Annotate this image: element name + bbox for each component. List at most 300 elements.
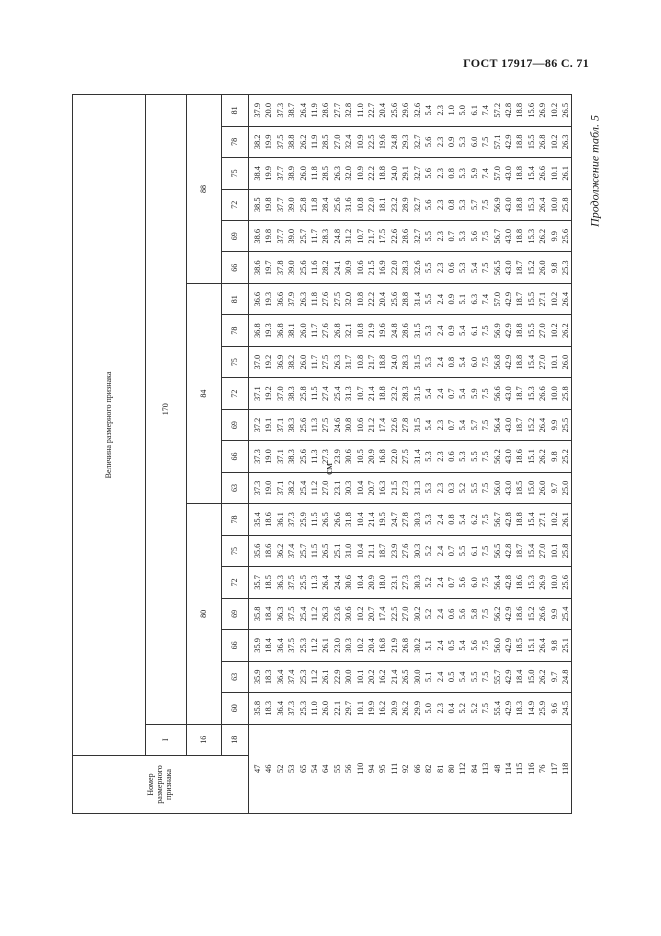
table-cell: 2.3 — [435, 409, 446, 440]
table-cell: 5.3 — [457, 252, 468, 283]
table-cell: 10.2 — [355, 630, 366, 661]
table-cell: 56.9 — [492, 315, 503, 346]
table-cell: 43.0 — [503, 441, 514, 472]
table-cell: 42.9 — [503, 315, 514, 346]
table-cell: 31.0 — [343, 535, 354, 566]
table-cell: 5.6 — [423, 189, 434, 220]
table-cell: 22.0 — [389, 252, 400, 283]
table-cell: 26.5 — [400, 661, 411, 692]
table-cell: 28.8 — [400, 283, 411, 314]
table-cell: 31.6 — [343, 189, 354, 220]
table-cell: 10.2 — [549, 95, 560, 127]
table-cell: 21.4 — [366, 504, 377, 535]
table-cell: 15.0 — [526, 661, 537, 692]
table-cell: 36.2 — [275, 535, 286, 566]
table-cell: 22.6 — [389, 221, 400, 252]
table-cell: 30.3 — [412, 535, 423, 566]
table-cell: 5.2 — [423, 598, 434, 629]
table-cell: 5.3 — [423, 504, 434, 535]
table-cell: 6.0 — [469, 346, 480, 377]
table-cell: 26.3 — [298, 283, 309, 314]
table-cell: 11.5 — [309, 535, 320, 566]
table-cell: 27.0 — [332, 126, 343, 157]
table-cell: 5.2 — [469, 693, 480, 724]
row-number: 53 — [286, 724, 297, 813]
table-cell: 26.4 — [298, 95, 309, 127]
table-cell: 5.1 — [423, 630, 434, 661]
table-cell: 32.6 — [412, 252, 423, 283]
table-cell: 6.0 — [469, 126, 480, 157]
table-cell: 18.0 — [377, 567, 388, 598]
table-cell: 5.4 — [457, 346, 468, 377]
table-cell: 18.1 — [377, 189, 388, 220]
table-cell: 5.9 — [469, 378, 480, 409]
table-cell: 7.5 — [480, 567, 491, 598]
table-cell: 7.5 — [480, 693, 491, 724]
table-cell: 32.7 — [412, 221, 423, 252]
row-number: 80 — [446, 724, 457, 813]
table-cell: 25.6 — [332, 189, 343, 220]
header-col: 72 — [222, 567, 249, 598]
table-cell: 21.7 — [366, 346, 377, 377]
table-cell: 19.8 — [263, 189, 274, 220]
table-cell: 38.1 — [286, 315, 297, 346]
row-number: 113 — [480, 724, 491, 813]
table-row — [355, 95, 366, 814]
table-cell: 26.2 — [400, 693, 411, 724]
table-cell: 7.4 — [480, 283, 491, 314]
table-cell: 21.9 — [366, 315, 377, 346]
table-cell: 43.0 — [503, 221, 514, 252]
table-cell: 15.4 — [526, 535, 537, 566]
table-cell: 56.5 — [492, 535, 503, 566]
table-cell: 19.7 — [263, 252, 274, 283]
table-cell: 29.7 — [343, 693, 354, 724]
row-number: 110 — [355, 724, 366, 813]
table-cell: 18.6 — [514, 598, 525, 629]
table-cell: 25.2 — [560, 441, 572, 472]
table-cell: 5.7 — [469, 189, 480, 220]
table-cell: 26.4 — [320, 567, 331, 598]
table-cell: 22.2 — [366, 158, 377, 189]
table-cell: 30.8 — [343, 409, 354, 440]
table-cell: 30.3 — [343, 472, 354, 503]
table-cell: 36.9 — [275, 346, 286, 377]
table-cell: 0.8 — [446, 158, 457, 189]
table-cell: 10.8 — [355, 283, 366, 314]
header-feature-number: Номер размерного признака — [73, 756, 249, 814]
table-cell: 38.5 — [249, 189, 264, 220]
row-number: 64 — [320, 724, 331, 813]
table-cell: 38.9 — [286, 158, 297, 189]
table-cell: 37.0 — [249, 346, 264, 377]
table-cell: 27.0 — [537, 346, 548, 377]
table-cell: 43.0 — [503, 252, 514, 283]
table-row — [549, 95, 560, 814]
table-cell: 25.1 — [332, 535, 343, 566]
table-cell: 18.8 — [514, 95, 525, 127]
table-cell: 21.1 — [366, 535, 377, 566]
table-cell: 20.4 — [366, 630, 377, 661]
table-cell: 17.5 — [377, 221, 388, 252]
table-row — [423, 95, 434, 814]
table-cell: 0.5 — [446, 630, 457, 661]
table-cell: 9.6 — [549, 693, 560, 724]
table-cell: 25.7 — [298, 221, 309, 252]
table-cell: 20.4 — [377, 95, 388, 127]
table-cell: 30.3 — [343, 630, 354, 661]
table-cell: 26.6 — [537, 158, 548, 189]
table-row — [343, 95, 354, 814]
table-cell: 25.8 — [298, 378, 309, 409]
table-cell: 24.8 — [389, 315, 400, 346]
table-cell: 5.2 — [423, 535, 434, 566]
table-cell: 11.3 — [309, 567, 320, 598]
table-cell: 19.9 — [263, 126, 274, 157]
table-row — [412, 95, 423, 814]
continuation-label: Продолжение табл. 5 — [587, 115, 602, 227]
table-cell: 5.2 — [457, 472, 468, 503]
header-col: 66 — [222, 441, 249, 472]
table-cell: 39.0 — [286, 252, 297, 283]
table-cell: 26.5 — [560, 95, 572, 127]
table-cell: 7.5 — [480, 189, 491, 220]
table-cell: 30.6 — [343, 441, 354, 472]
header-col: 81 — [222, 95, 249, 127]
table-cell: 6.3 — [469, 283, 480, 314]
table-cell: 19.8 — [263, 221, 274, 252]
table-cell: 19.0 — [263, 472, 274, 503]
table-row — [526, 95, 537, 814]
table-cell: 5.5 — [469, 661, 480, 692]
header-group-sub: 16 — [187, 724, 222, 755]
table-cell: 42.8 — [503, 535, 514, 566]
table-cell: 25.6 — [389, 95, 400, 127]
table-row — [514, 95, 525, 814]
table-row — [249, 95, 264, 814]
table-cell: 5.3 — [423, 472, 434, 503]
table-cell: 25.3 — [298, 661, 309, 692]
table-cell: 27.8 — [400, 504, 411, 535]
table-cell: 21.2 — [366, 409, 377, 440]
table-cell: 18.7 — [514, 535, 525, 566]
table-cell: 39.0 — [286, 189, 297, 220]
table-cell: 26.4 — [560, 283, 572, 314]
table-cell: 22.9 — [332, 661, 343, 692]
header-col: 69 — [222, 221, 249, 252]
table-cell: 56.2 — [492, 598, 503, 629]
table-cell: 26.3 — [320, 598, 331, 629]
table-cell: 7.5 — [480, 598, 491, 629]
header-col: 63 — [222, 661, 249, 692]
table-cell: 6.2 — [469, 504, 480, 535]
table-cell: 10.7 — [355, 221, 366, 252]
header-col: 78 — [222, 126, 249, 157]
table-cell: 10.7 — [355, 378, 366, 409]
table-cell: 27.0 — [400, 598, 411, 629]
table-cell: 5.6 — [469, 630, 480, 661]
table-cell: 5.5 — [469, 472, 480, 503]
table-cell: 19.0 — [263, 441, 274, 472]
table-cell: 25.6 — [560, 567, 572, 598]
table-cell: 15.1 — [526, 630, 537, 661]
table-cell: 27.0 — [537, 315, 548, 346]
table-cell: 28.6 — [400, 315, 411, 346]
table-cell: 5.5 — [423, 221, 434, 252]
table-cell: 18.6 — [514, 441, 525, 472]
table-cell: 25.6 — [389, 283, 400, 314]
table-cell: 5.1 — [423, 661, 434, 692]
table-cell: 9.8 — [549, 630, 560, 661]
row-number: 52 — [275, 724, 286, 813]
table-cell: 15.5 — [526, 315, 537, 346]
table-cell: 56.8 — [492, 346, 503, 377]
table-cell: 7.5 — [480, 378, 491, 409]
table-cell: 14.9 — [526, 693, 537, 724]
table-cell: 2.3 — [435, 693, 446, 724]
table-cell: 18.8 — [514, 315, 525, 346]
table-cell: 25.0 — [560, 472, 572, 503]
table-cell: 18.7 — [514, 283, 525, 314]
table-cell: 7.5 — [480, 409, 491, 440]
table-cell: 38.6 — [249, 252, 264, 283]
table-cell: 15.3 — [526, 378, 537, 409]
table-cell: 25.1 — [560, 630, 572, 661]
table-cell: 5.1 — [457, 283, 468, 314]
table-row — [560, 95, 572, 814]
table-cell: 0.6 — [446, 441, 457, 472]
table-cell: 30.2 — [412, 630, 423, 661]
table-cell: 25.5 — [560, 409, 572, 440]
table-cell: 18.8 — [514, 158, 525, 189]
header-col: 75 — [222, 158, 249, 189]
table-cell: 2.4 — [435, 315, 446, 346]
table-cell: 7.5 — [480, 535, 491, 566]
table-cell: 11.7 — [309, 346, 320, 377]
table-cell: 5.0 — [423, 693, 434, 724]
table-cell: 10.4 — [355, 535, 366, 566]
table-cell: 26.8 — [332, 315, 343, 346]
table-cell: 26.0 — [298, 158, 309, 189]
table-cell: 10.1 — [549, 535, 560, 566]
table-cell: 26.1 — [560, 504, 572, 535]
table-cell: 26.6 — [332, 504, 343, 535]
table-cell: 26.9 — [537, 95, 548, 127]
table-cell: 2.4 — [435, 346, 446, 377]
header-col: 69 — [222, 598, 249, 629]
table-cell: 2.4 — [435, 567, 446, 598]
table-cell: 57.0 — [492, 158, 503, 189]
table-cell: 10.9 — [355, 158, 366, 189]
table-row — [263, 95, 274, 814]
table-cell: 32.0 — [343, 158, 354, 189]
table-cell: 18.8 — [514, 221, 525, 252]
table-cell: 15.3 — [526, 221, 537, 252]
table-cell: 30.0 — [412, 661, 423, 692]
row-number: 82 — [423, 724, 434, 813]
table-cell: 36.8 — [249, 315, 264, 346]
table-cell: 5.2 — [423, 567, 434, 598]
table-cell: 36.3 — [275, 598, 286, 629]
table-cell: 35.8 — [249, 693, 264, 724]
table-cell: 23.9 — [389, 535, 400, 566]
table-cell: 15.3 — [526, 189, 537, 220]
table-cell: 20.9 — [366, 567, 377, 598]
table-cell: 28.3 — [400, 378, 411, 409]
table-row — [377, 95, 388, 814]
table-cell: 31.4 — [412, 283, 423, 314]
table-cell: 42.9 — [503, 693, 514, 724]
table-cell: 26.2 — [298, 126, 309, 157]
table-cell: 37.3 — [249, 472, 264, 503]
table-cell: 26.0 — [537, 472, 548, 503]
table-cell: 18.6 — [263, 535, 274, 566]
table-cell: 19.5 — [377, 504, 388, 535]
table-cell: 16.3 — [377, 472, 388, 503]
header-col: 75 — [222, 535, 249, 566]
table-cell: 5.4 — [457, 504, 468, 535]
table-cell: 0.8 — [446, 189, 457, 220]
table-cell: 5.4 — [457, 378, 468, 409]
table-cell: 22.5 — [389, 598, 400, 629]
table-cell: 5.4 — [457, 630, 468, 661]
table-cell: 18.3 — [514, 693, 525, 724]
table-cell: 11.3 — [309, 441, 320, 472]
table-cell: 17.4 — [377, 598, 388, 629]
table-cell: 5.5 — [423, 283, 434, 314]
table-cell: 0.9 — [446, 126, 457, 157]
table-cell: 0.7 — [446, 535, 457, 566]
table-cell: 5.0 — [457, 95, 468, 127]
table-cell: 11.5 — [309, 378, 320, 409]
unit-label: см — [323, 463, 335, 475]
table-cell: 38.3 — [286, 441, 297, 472]
table-cell: 57.2 — [492, 95, 503, 127]
table-cell: 20.2 — [366, 661, 377, 692]
table-cell: 15.1 — [526, 441, 537, 472]
table-cell: 26.9 — [537, 567, 548, 598]
table-cell: 24.8 — [560, 661, 572, 692]
table-row — [503, 95, 514, 814]
table-cell: 42.9 — [503, 661, 514, 692]
table-cell: 18.3 — [263, 661, 274, 692]
table-cell: 2.4 — [435, 378, 446, 409]
table-row — [446, 95, 457, 814]
header-col: 66 — [222, 630, 249, 661]
table-cell: 26.0 — [298, 315, 309, 346]
table-cell: 21.4 — [389, 661, 400, 692]
table-cell: 30.2 — [412, 598, 423, 629]
page-header: ГОСТ 17917—86 С. 71 — [463, 56, 589, 70]
table-cell: 27.6 — [400, 535, 411, 566]
table-cell: 55.7 — [492, 661, 503, 692]
table-cell: 10.8 — [355, 315, 366, 346]
table-cell: 2.3 — [435, 221, 446, 252]
table-cell: 26.6 — [537, 598, 548, 629]
table-cell: 30.6 — [343, 598, 354, 629]
table-cell: 28.5 — [320, 126, 331, 157]
table-cell: 1.0 — [446, 95, 457, 127]
table-cell: 42.9 — [503, 346, 514, 377]
table-cell: 26.5 — [320, 535, 331, 566]
table-cell: 36.6 — [249, 283, 264, 314]
table-cell: 5.6 — [457, 598, 468, 629]
table-cell: 11.8 — [309, 189, 320, 220]
table-cell: 26.6 — [537, 378, 548, 409]
table-cell: 43.0 — [503, 409, 514, 440]
table-cell: 31.5 — [412, 378, 423, 409]
table-cell: 56.7 — [492, 221, 503, 252]
table-cell: 22.2 — [366, 283, 377, 314]
table-cell: 37.5 — [286, 598, 297, 629]
table-cell: 56.0 — [492, 472, 503, 503]
table-cell: 38.8 — [286, 126, 297, 157]
table-cell: 11.0 — [309, 693, 320, 724]
table-cell: 0.7 — [446, 409, 457, 440]
table-cell: 2.4 — [435, 535, 446, 566]
table-cell: 10.4 — [355, 567, 366, 598]
table-cell: 7.5 — [480, 441, 491, 472]
table-cell: 0.6 — [446, 252, 457, 283]
table-cell: 20.7 — [366, 598, 377, 629]
table-cell: 25.3 — [560, 252, 572, 283]
table-cell: 20.9 — [366, 441, 377, 472]
table-cell: 30.0 — [343, 661, 354, 692]
table-cell: 24.0 — [389, 346, 400, 377]
table-cell: 36.3 — [275, 567, 286, 598]
table-row — [457, 95, 468, 814]
table-cell: 35.8 — [249, 598, 264, 629]
table-cell: 26.8 — [400, 630, 411, 661]
row-number: 92 — [400, 724, 411, 813]
table-cell: 2.3 — [435, 472, 446, 503]
table-cell: 9.8 — [549, 441, 560, 472]
table-cell: 19.3 — [263, 315, 274, 346]
table-cell: 42.8 — [503, 95, 514, 127]
table-cell: 10.0 — [549, 189, 560, 220]
table-cell: 29.1 — [400, 158, 411, 189]
table-cell: 11.3 — [309, 409, 320, 440]
header-group-84: 84 — [187, 283, 222, 503]
table-cell: 25.8 — [298, 189, 309, 220]
table-cell: 20.7 — [366, 472, 377, 503]
row-number: 56 — [343, 724, 354, 813]
table-cell: 9.7 — [549, 661, 560, 692]
table-cell: 27.4 — [320, 378, 331, 409]
table-cell: 10.0 — [549, 567, 560, 598]
table-cell: 9.9 — [549, 409, 560, 440]
table-cell: 18.5 — [263, 567, 274, 598]
table-cell: 18.6 — [263, 504, 274, 535]
table-cell: 16.2 — [377, 661, 388, 692]
table-cell: 2.3 — [435, 189, 446, 220]
table-cell: 26.2 — [537, 441, 548, 472]
table-cell: 0.8 — [446, 504, 457, 535]
header-col: 60 — [222, 693, 249, 724]
table-cell: 22.0 — [389, 441, 400, 472]
table-cell: 28.3 — [320, 221, 331, 252]
table-row — [298, 95, 309, 814]
table-cell: 5.5 — [457, 535, 468, 566]
table-cell: 26.0 — [537, 252, 548, 283]
table-cell: 15.5 — [526, 126, 537, 157]
table-cell: 10.4 — [355, 472, 366, 503]
table-cell: 5.3 — [457, 221, 468, 252]
table-cell: 19.9 — [366, 693, 377, 724]
row-number: 115 — [514, 724, 525, 813]
table-cell: 19.1 — [263, 409, 274, 440]
table-cell: 56.0 — [492, 630, 503, 661]
